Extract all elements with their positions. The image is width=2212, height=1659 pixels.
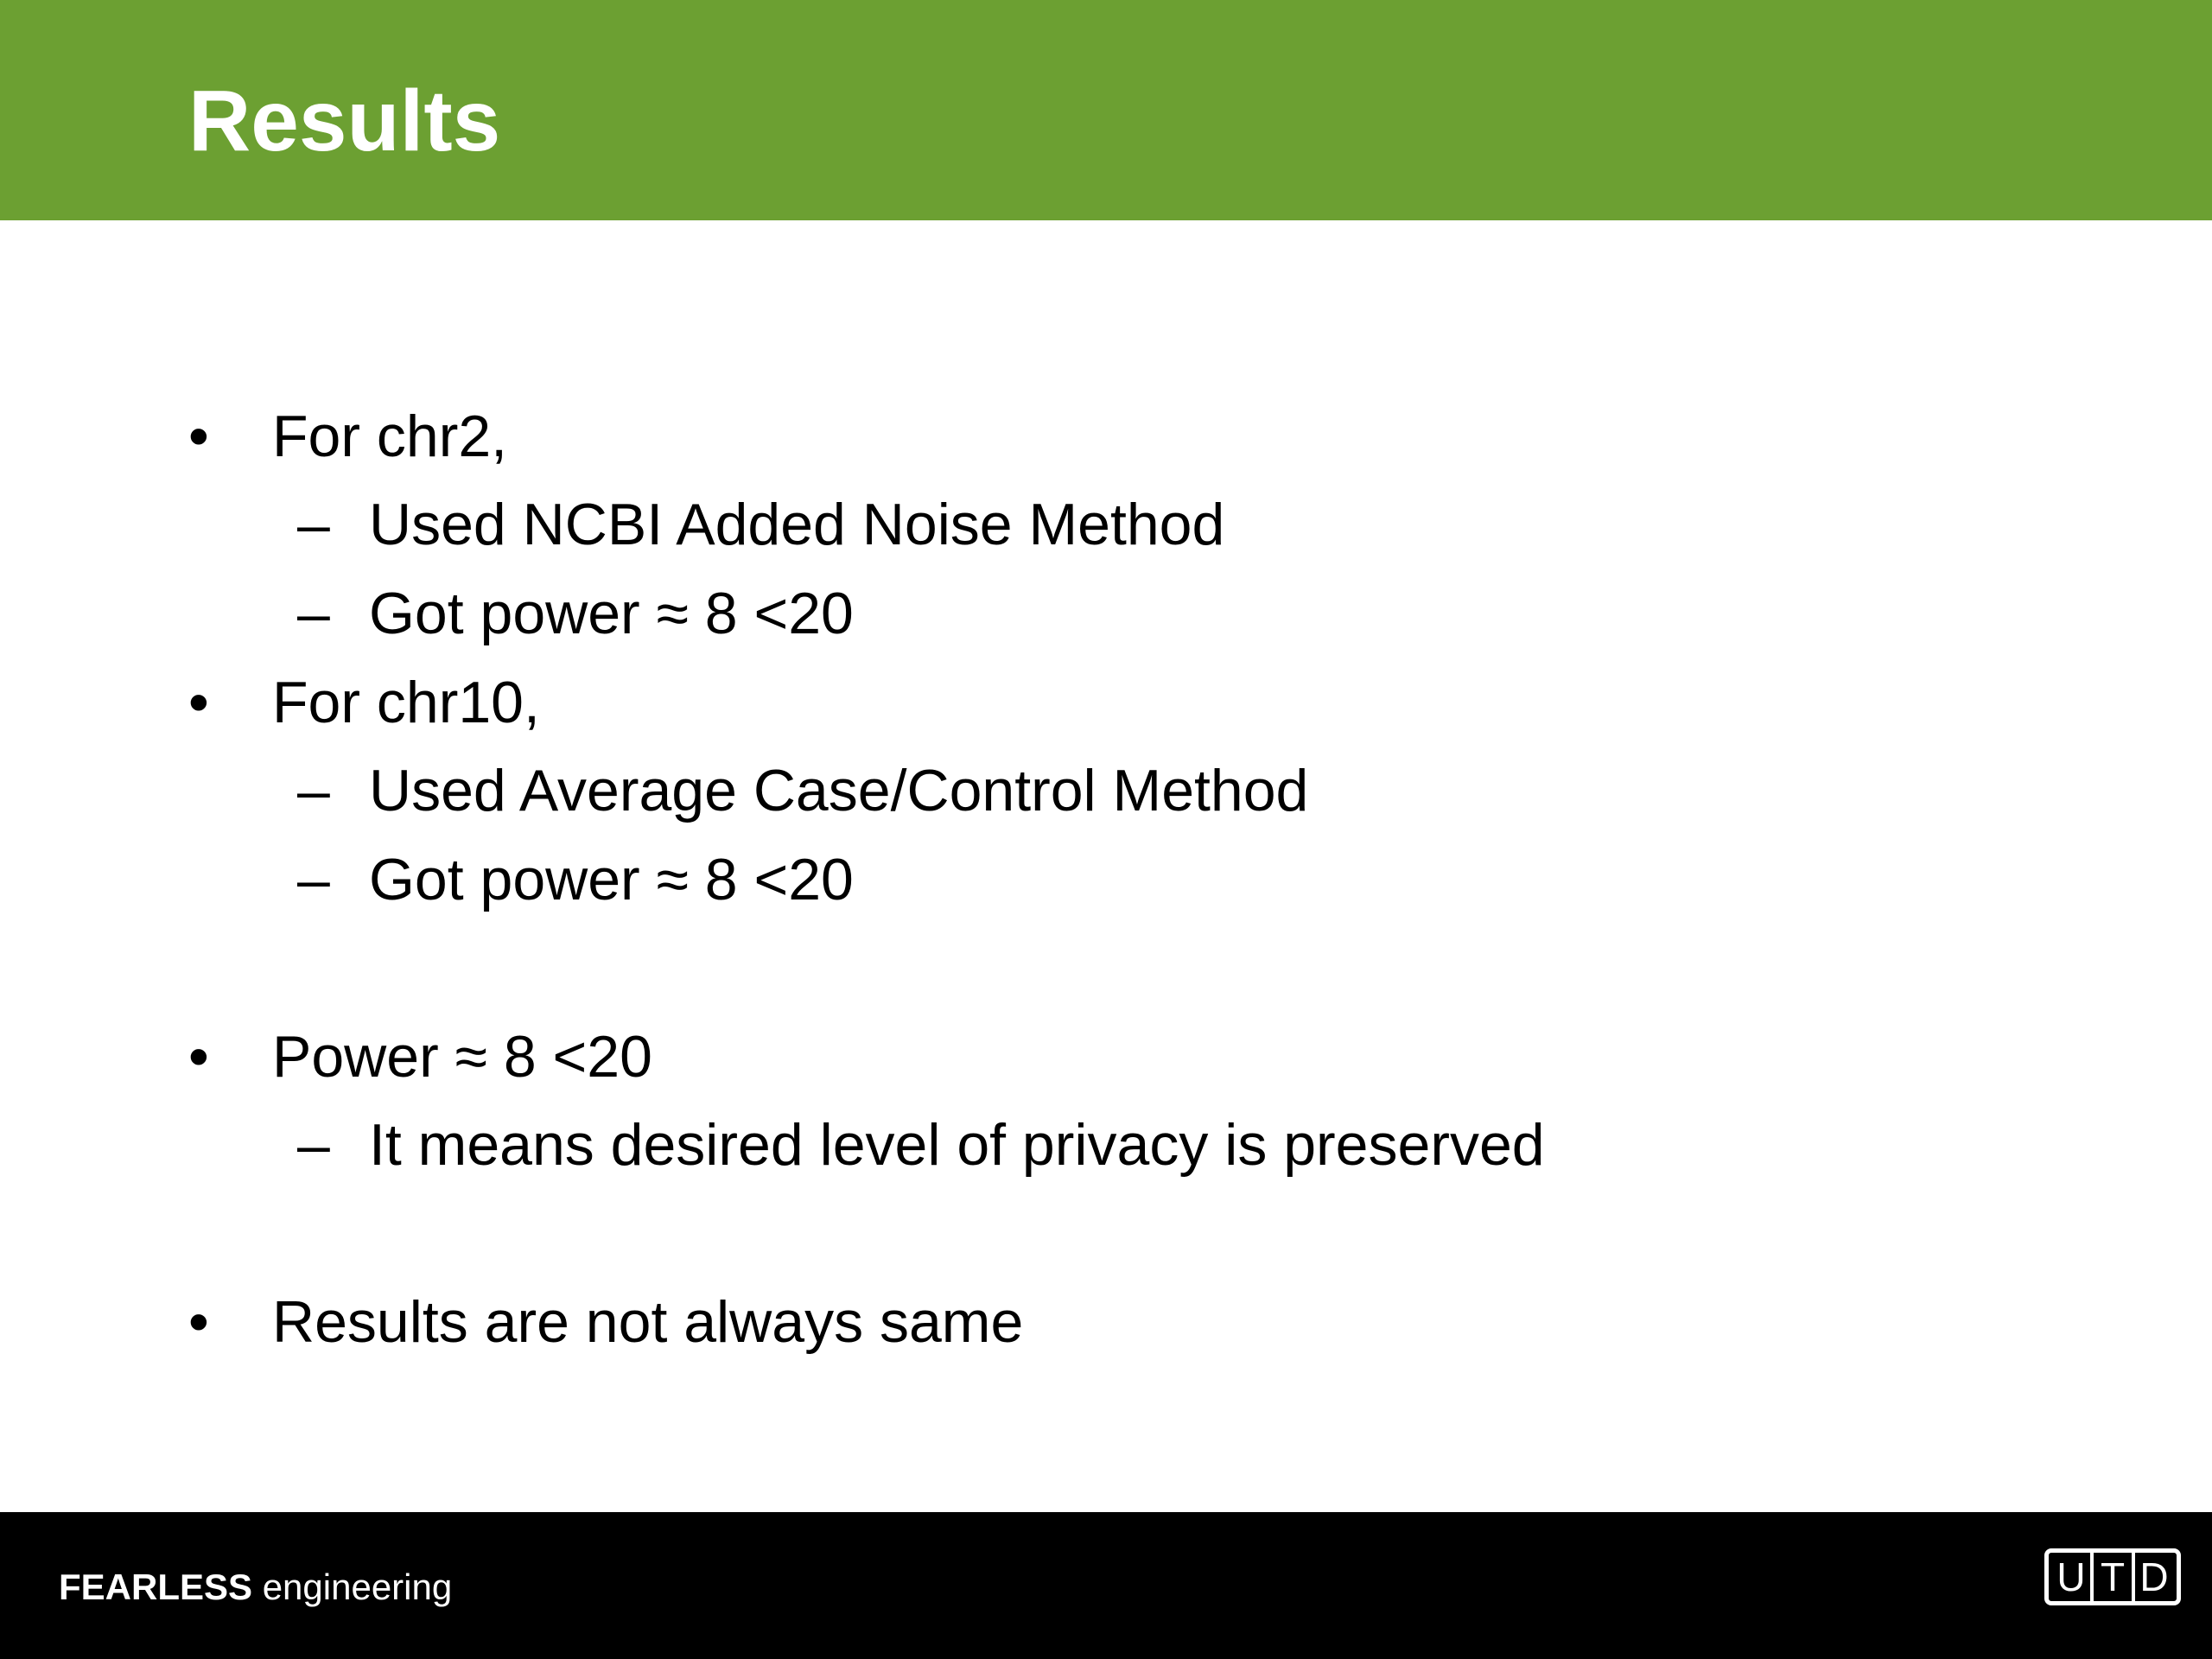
sub-bullet-marker: – — [297, 758, 330, 823]
sub-bullet-marker: – — [297, 847, 330, 912]
sub-bullet-marker: – — [297, 581, 330, 646]
logo-letter: T — [2090, 1553, 2135, 1601]
logo-letter: U — [2056, 1554, 2086, 1599]
tagline-rest: engineering — [252, 1567, 453, 1607]
bullet-marker: • — [188, 404, 209, 469]
utd-logo — [2044, 1548, 2181, 1605]
footer-tagline — [59, 1566, 452, 1609]
bullet-marker: • — [188, 670, 209, 735]
sub-bullet-item: Used Average Case/Control Method — [369, 758, 1309, 823]
tagline-bold: FEARLESS — [59, 1567, 253, 1607]
bullet-item: Power ≈ 8 <20 — [272, 1024, 652, 1090]
sub-bullet-item: Got power ≈ 8 <20 — [369, 581, 854, 646]
footer-bar — [0, 1512, 2212, 1659]
slide-title: Results — [188, 73, 501, 169]
bullet-marker: • — [188, 1024, 209, 1090]
sub-bullet-marker: – — [297, 1112, 330, 1178]
sub-bullet-item: Used NCBI Added Noise Method — [369, 492, 1225, 557]
sub-bullet-item: It means desired level of privacy is preserved — [369, 1112, 1545, 1178]
bullet-marker: • — [188, 1289, 209, 1355]
logo-letter: D — [2139, 1554, 2169, 1599]
bullet-item: Results are not always same — [272, 1289, 1024, 1355]
sub-bullet-marker: – — [297, 492, 330, 557]
bullet-item: For chr10, — [272, 670, 540, 735]
bullet-item: For chr2, — [272, 404, 508, 469]
sub-bullet-item: Got power ≈ 8 <20 — [369, 847, 854, 912]
